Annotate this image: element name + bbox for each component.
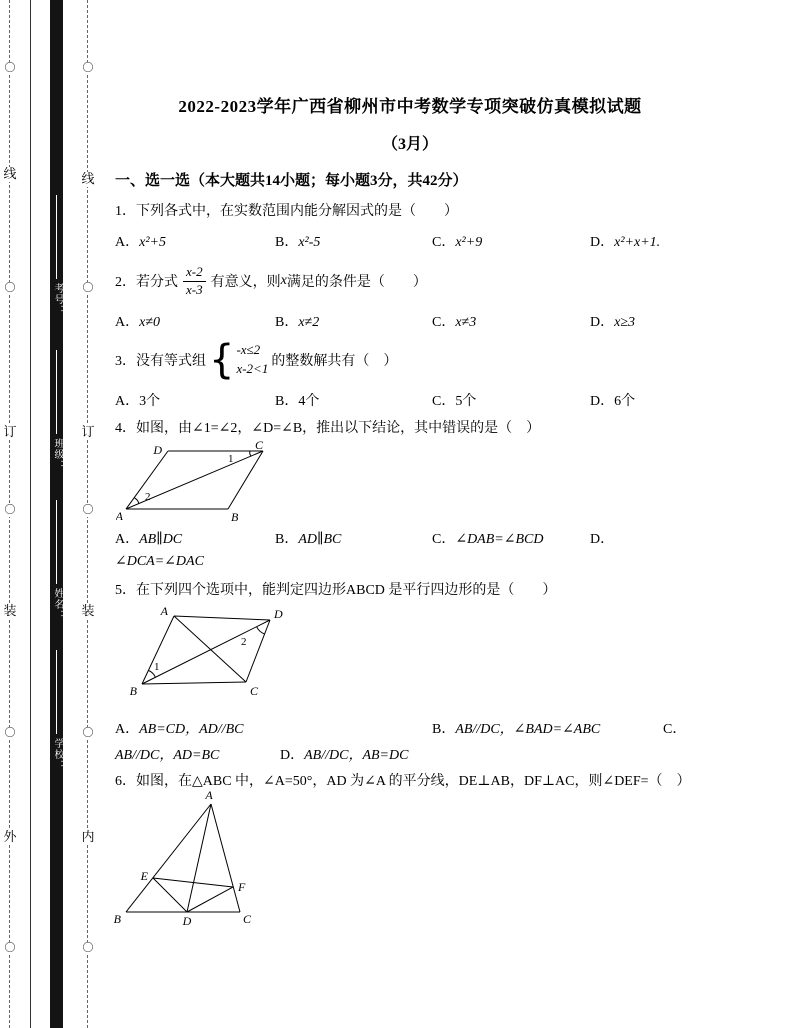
q3-option-a: A．3个 bbox=[115, 394, 161, 409]
binding-circle: 〇 bbox=[1, 727, 19, 740]
q5-option-c-continuation: AB//DC，AD=BC bbox=[115, 748, 220, 763]
vertex-c-label: C bbox=[243, 912, 252, 926]
binding-char: 线 bbox=[1, 167, 19, 182]
q1-options bbox=[115, 231, 780, 251]
binding-circle: 〇 bbox=[1, 504, 19, 517]
q5-option-b: B．AB//DC，∠BAD=∠ABC bbox=[432, 722, 601, 737]
binding-circle: 〇 bbox=[79, 62, 97, 75]
binding-char: 线 bbox=[79, 172, 97, 187]
binding-char: 订 bbox=[1, 425, 19, 440]
q1-stem: 1．下列各式中，在实数范围内能分解因式的是（ ） bbox=[115, 204, 458, 219]
vertex-d-label: D bbox=[274, 607, 283, 621]
q1-option-d: D．x²+x+1. bbox=[590, 235, 661, 250]
vertex-a-label: A bbox=[205, 788, 213, 802]
school-fill-line bbox=[56, 650, 57, 734]
q5-options-line2 bbox=[115, 744, 780, 764]
q3-option-d: D．6个 bbox=[590, 394, 636, 409]
q2-option-d: D．x≥3 bbox=[590, 315, 636, 330]
name-label: 姓名： bbox=[52, 588, 63, 621]
angle2-arc bbox=[134, 498, 139, 504]
vertex-e-label: E bbox=[140, 869, 148, 883]
inequality-system: { -x≤2 x-2<1 bbox=[209, 337, 269, 383]
q1-option-b: B．x²-5 bbox=[275, 235, 321, 250]
q4-figure bbox=[116, 441, 284, 523]
angle2-label: 2 bbox=[241, 636, 247, 648]
q4-option-c: C．∠DAB=∠BCD bbox=[432, 532, 544, 547]
vertex-d-label: D bbox=[153, 443, 162, 457]
page-subtitle: （3月） bbox=[381, 136, 438, 153]
q5-option-a: A．AB=CD，AD//BC bbox=[115, 722, 244, 737]
q5-stem: 5．在下列四个选项中，能判定四边形ABCD 是平行四边形的是（ ） bbox=[115, 583, 557, 598]
angle2-arc bbox=[257, 627, 265, 634]
q2-options bbox=[115, 311, 780, 331]
angle1-arc bbox=[250, 451, 251, 456]
q5-option-d: D．AB//DC，AB=DC bbox=[280, 748, 409, 763]
vertex-a-label: A bbox=[116, 509, 123, 523]
vertex-c-label: C bbox=[250, 684, 259, 698]
section-heading: 一、选一选（本大题共14小题；每小题3分，共42分） bbox=[115, 173, 468, 189]
q4-option-b: B．AD∥BC bbox=[275, 532, 342, 547]
vertex-b-label: B bbox=[231, 510, 239, 523]
vertex-b-label: B bbox=[113, 912, 121, 926]
q4-stem: 4．如图，由∠1=∠2，∠D=∠B，推出以下结论，其中错误的是（ ） bbox=[115, 421, 541, 436]
binding-circle: 〇 bbox=[79, 504, 97, 517]
vertex-b-label: B bbox=[129, 684, 137, 698]
name-fill-line bbox=[56, 500, 57, 584]
q4-options bbox=[115, 528, 780, 548]
binding-char: 装 bbox=[79, 604, 97, 619]
binding-circle: 〇 bbox=[79, 282, 97, 295]
binding-char: 装 bbox=[1, 604, 19, 619]
q2-option-b: B．x≠2 bbox=[275, 315, 320, 330]
q1-option-a: A．x²+5 bbox=[115, 235, 166, 250]
q4-option-d: D． bbox=[590, 532, 615, 547]
margin-rule-line bbox=[30, 0, 31, 1028]
binding-char: 内 bbox=[79, 830, 97, 845]
q2-stem: 2．若分式 $\frac{x-2}{x-3}$ 有意义，则 x 满足的条件是（ ） bbox=[115, 263, 427, 297]
angle1-label: 1 bbox=[228, 453, 234, 465]
q3-stem: 3．没有等式组 { -x≤2 x-2<1 的整数解共有（ ） bbox=[115, 337, 398, 383]
angle1-label: 1 bbox=[154, 661, 160, 673]
q5-figure bbox=[128, 604, 288, 700]
binding-char: 订 bbox=[79, 425, 97, 440]
q6-figure bbox=[112, 788, 280, 930]
q3-options bbox=[115, 390, 780, 410]
binding-circle: 〇 bbox=[1, 62, 19, 75]
fraction: $\frac{x-2}{x-3}$ bbox=[183, 264, 206, 299]
q5-option-c: C． bbox=[663, 722, 687, 737]
binding-char: 外 bbox=[1, 830, 19, 845]
school-label: 学校： bbox=[52, 738, 63, 771]
q6-stem: 6．如图，在△ABC 中，∠A=50°，AD 为∠A 的平分线，DE⊥AB，DF⊥AC，则∠DEF=（ ） bbox=[115, 774, 691, 789]
left-brace: { bbox=[209, 337, 235, 383]
vertex-f-label: F bbox=[238, 880, 246, 894]
q2-option-a: A．x≠0 bbox=[115, 315, 161, 330]
q2-option-c: C．x≠3 bbox=[432, 315, 477, 330]
q3-option-c: C．5个 bbox=[432, 394, 477, 409]
page-title: 2022-2023学年广西省柳州市中考数学专项突破仿真模拟试题 bbox=[178, 97, 642, 116]
binding-circle: 〇 bbox=[79, 727, 97, 740]
class-label: 班级： bbox=[52, 438, 63, 471]
vertex-c-label: C bbox=[255, 441, 264, 452]
binding-circle: 〇 bbox=[79, 942, 97, 955]
angle2-label: 2 bbox=[145, 491, 151, 503]
binding-circle: 〇 bbox=[1, 282, 19, 295]
q3-option-b: B．4个 bbox=[275, 394, 320, 409]
q5-options-line1 bbox=[115, 718, 780, 738]
exam-number-fill-line bbox=[56, 195, 57, 279]
binding-circle: 〇 bbox=[1, 942, 19, 955]
q4-option-a: A．AB∥DC bbox=[115, 532, 183, 547]
exam-number-label: 考号： bbox=[52, 283, 63, 316]
class-fill-line bbox=[56, 350, 57, 434]
q4-option-d-continuation: ∠DCA=∠DAC bbox=[115, 554, 204, 569]
q1-option-c: C．x²+9 bbox=[432, 235, 483, 250]
vertex-d-label: D bbox=[182, 914, 192, 928]
vertex-a-label: A bbox=[160, 604, 168, 618]
